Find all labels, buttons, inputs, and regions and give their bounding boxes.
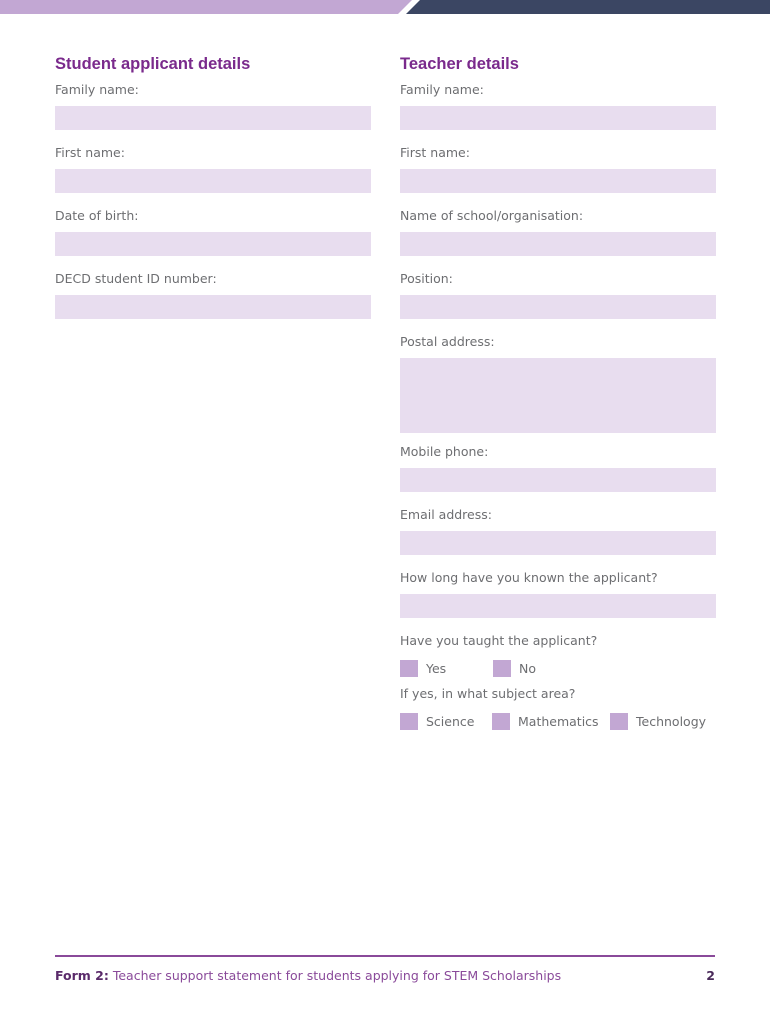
footer-description: Teacher support statement for students applying for STEM Scholarships — [112, 968, 562, 983]
taught-yes-checkbox[interactable] — [400, 660, 418, 677]
student-details-section — [55, 54, 371, 319]
teacher-section-title: Teacher details — [400, 55, 519, 73]
school-name-label: Name of school/organisation: — [400, 208, 584, 223]
postal-address-field[interactable] — [400, 358, 716, 433]
subject-mathematics-option[interactable] — [492, 713, 610, 730]
taught-yes-label: Yes — [426, 660, 447, 676]
top-header-band — [0, 0, 770, 14]
subject-options — [400, 712, 716, 730]
student-dob-label: Date of birth: — [55, 208, 139, 223]
subject-science-option[interactable] — [400, 713, 492, 730]
postal-address-label: Postal address: — [400, 334, 495, 349]
taught-options — [400, 659, 716, 677]
student-family-name-field[interactable] — [55, 106, 371, 130]
taught-yes-option[interactable] — [400, 660, 493, 677]
subject-technology-checkbox[interactable] — [610, 713, 628, 730]
subject-science-checkbox[interactable] — [400, 713, 418, 730]
subject-science-label: Science — [426, 713, 475, 729]
position-label: Position: — [400, 271, 453, 286]
mobile-phone-field[interactable] — [400, 468, 716, 492]
teacher-first-name-field[interactable] — [400, 169, 716, 193]
position-field[interactable] — [400, 295, 716, 319]
teacher-family-name-field[interactable] — [400, 106, 716, 130]
teacher-details-section — [400, 54, 716, 730]
known-duration-field[interactable] — [400, 594, 716, 618]
header-band-navy — [406, 0, 770, 14]
teacher-first-name-label: First name: — [400, 145, 470, 160]
subject-question-label: If yes, in what subject area? — [400, 686, 576, 701]
student-section-title: Student applicant details — [55, 55, 251, 73]
student-dob-field[interactable] — [55, 232, 371, 256]
teacher-family-name-label: Family name: — [400, 82, 484, 97]
page-number: 2 — [706, 968, 715, 983]
subject-mathematics-checkbox[interactable] — [492, 713, 510, 730]
mobile-phone-label: Mobile phone: — [400, 444, 489, 459]
known-duration-label: How long have you known the applicant? — [400, 570, 658, 585]
taught-no-label: No — [519, 660, 536, 676]
taught-no-checkbox[interactable] — [493, 660, 511, 677]
student-family-name-label: Family name: — [55, 82, 139, 97]
email-address-label: Email address: — [400, 507, 492, 522]
student-first-name-field[interactable] — [55, 169, 371, 193]
student-id-field[interactable] — [55, 295, 371, 319]
subject-technology-option[interactable] — [610, 713, 706, 730]
subject-technology-label: Technology — [636, 713, 707, 729]
header-band-purple — [0, 0, 412, 14]
email-address-field[interactable] — [400, 531, 716, 555]
subject-mathematics-label: Mathematics — [518, 713, 599, 729]
footer-divider — [55, 955, 715, 957]
footer-caption — [55, 968, 561, 983]
taught-question-label: Have you taught the applicant? — [400, 633, 598, 648]
school-name-field[interactable] — [400, 232, 716, 256]
student-id-label: DECD student ID number: — [55, 271, 217, 286]
footer-form-label: Form 2: — [55, 968, 109, 983]
taught-no-option[interactable] — [493, 660, 536, 677]
student-first-name-label: First name: — [55, 145, 125, 160]
